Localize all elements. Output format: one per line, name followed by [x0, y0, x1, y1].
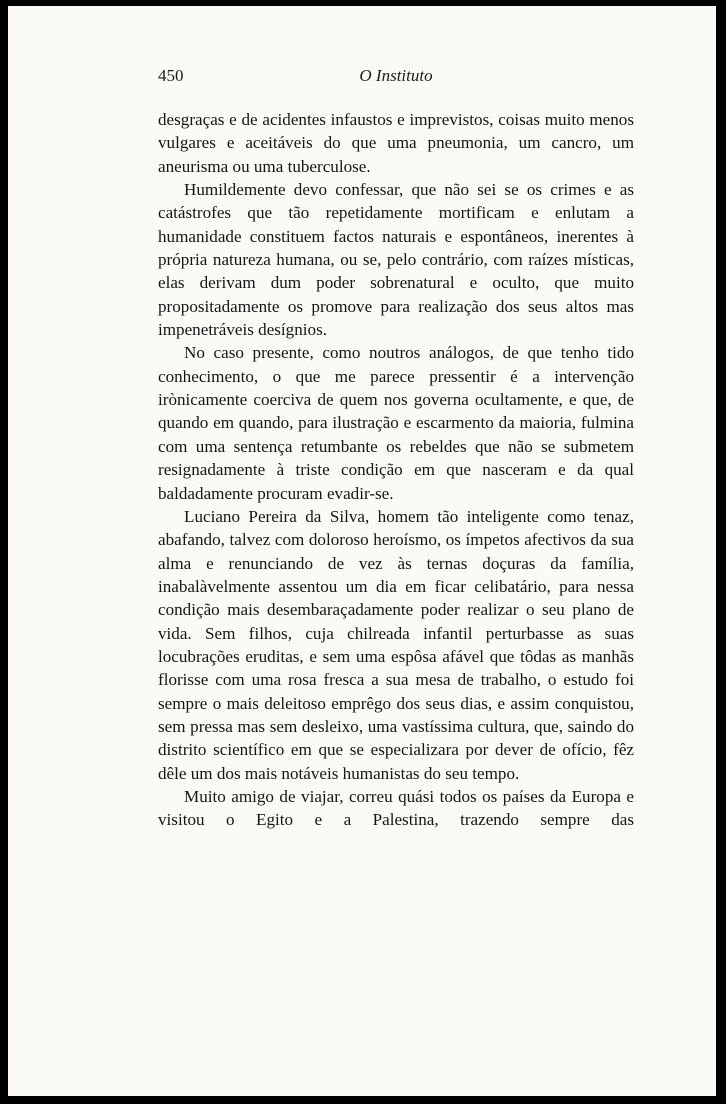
running-title: O Instituto: [359, 66, 433, 85]
paragraph: Luciano Pereira da Silva, homem tão inteligente como tenaz, abafando, talvez com doloroso heroísmo, os ímpetos afectivos da sua alma e renunciando de vez às ternas doçuras da família, inabalàvelmente assentou um dia em ficar celibatário, para nessa condição mais desembaraçadamente poder realizar o seu plano de vida. Sem filhos, cuja chilreada infantil perturbasse as suas locubrações eruditas, e sem uma espôsa afável que tôdas as manhãs florisse com uma rosa fresca a sua mesa de trabalho, o estudo foi sempre o mais deleitoso emprêgo dos seus dias, e assim conquistou, sem pressa mas sem desleixo, uma vastíssima cultura, que, saindo do distrito scientífico em que se especializara por dever de ofício, fêz dêle um dos mais notáveis humanistas do seu tempo.: [158, 506, 634, 783]
paragraph-continuation: desgraças e de acidentes infaustos e imprevistos, coisas muito menos vulgares e aceitáveis do que uma pneumonia, um cancro, um aneurisma ou uma tuberculose.: [158, 110, 634, 176]
body-text: [158, 108, 634, 832]
page-header: [158, 66, 634, 90]
paragraph-continued: Muito amigo de viajar, correu quási todos os países da Europa e visitou o Egito e a Palestina, trazendo sempre das: [158, 786, 634, 830]
book-page: [8, 6, 716, 1096]
paragraph: No caso presente, como noutros análogos, de que tenho tido conhecimento, o que me parece pressentir é a intervenção irònicamente coerciva de quem nos governa ocultamente, e que, de quando em quando, para ilustração e escarmento da maioria, fulmina com uma sentença retumbante os rebeldes que não se submetem resignadamente à triste condição em que nasceram e da qual baldadamente procuram evadir-se.: [158, 343, 634, 503]
page-number: 450: [158, 66, 184, 85]
paragraph: Humildemente devo confessar, que não sei se os crimes e as catástrofes que tão repetidamente mortificam e enlutam a humanidade constituem factos naturais e espontâneos, inerentes à própria natureza humana, ou se, pelo contrário, com raízes místicas, elas derivam dum poder sobrenatural e oculto, que muito propositadamente os promove para realização dos seus altos mas impenetráveis desígnios.: [158, 180, 634, 340]
